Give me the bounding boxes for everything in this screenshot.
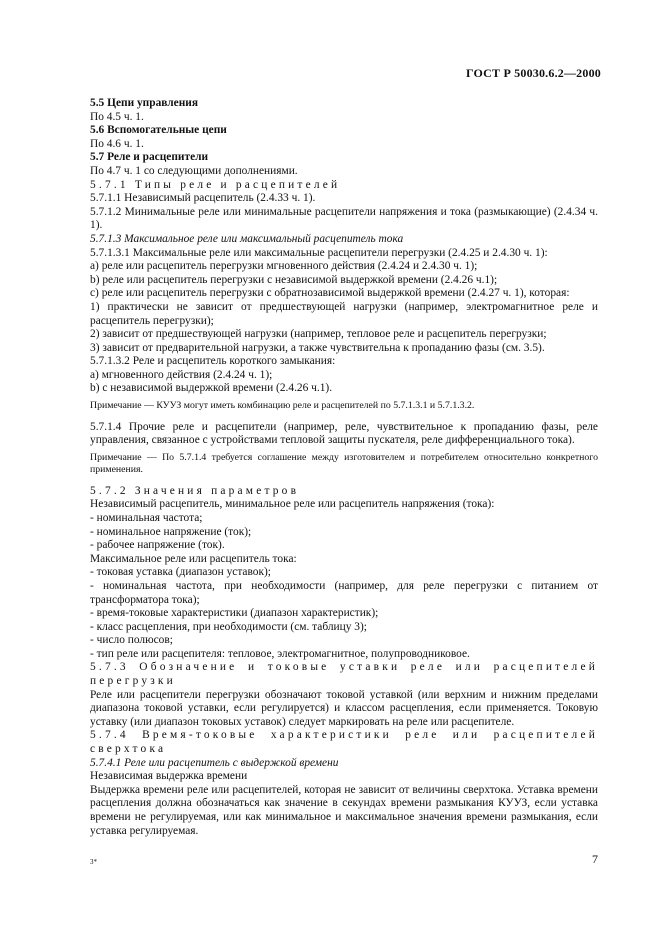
paragraph: По 4.7 ч. 1 со следующими дополнениями. xyxy=(90,164,298,177)
paragraph: 5.7 Реле и расцепители xyxy=(90,151,209,164)
paragraph: - класс расцепления, при необходимости (см. таблицу 3); xyxy=(90,620,367,633)
paragraph: Независимая выдержка времени xyxy=(90,770,248,783)
paragraph: По 4.5 ч. 1. xyxy=(90,110,144,123)
paragraph: 5.6 Вспомогательные цепи xyxy=(90,124,227,137)
paragraph: Реле или расцепители перегрузки обозначают токовой уставкой (или верхним и нижним пределами диапазона токовой уставки, если регулируется) и классом расцепления, если применяется. Токовую уставку (или диапазон токовых уставок) следует маркировать на реле или расцепителе. xyxy=(90,688,598,728)
paragraph: 3) зависит от предварительной нагрузки, а также чувствительна к пропаданию фазы (см. 3.5). xyxy=(90,341,545,354)
paragraph: 5.7.3 Обозначение и токовые уставки реле или расцепителей перегрузки xyxy=(90,661,598,688)
paragraph: Максимальное реле или расцепитель тока: xyxy=(90,552,297,565)
paragraph: - номинальное напряжение (ток); xyxy=(90,525,252,538)
document-body xyxy=(90,97,598,838)
paragraph: b) реле или расцепитель перегрузки с независимой выдержкой времени (2.4.26 ч.1); xyxy=(90,273,498,286)
paragraph: 5.7.1.3 Максимальное реле или максимальный расцепитель тока xyxy=(90,232,404,245)
paragraph: По 4.6 ч. 1. xyxy=(90,137,144,150)
paragraph: 5.7.1.2 Минимальные реле или минимальные расцепители напряжения и тока (размыкающие) (2.4.34 ч. 1). xyxy=(90,205,598,232)
paragraph: 5.7.1.3.2 Реле и расцепитель короткого замыкания: xyxy=(90,355,336,368)
note-paragraph: Примечание — По 5.7.1.4 требуется соглашение между изготовителем и потребителем относительно конкретного применения. xyxy=(90,451,598,476)
paragraph: Выдержка времени реле или расцепителей, которая не зависит от величины сверхтока. Уставка времени расцепления должна обозначаться как значение в секундах времени размыкания КУУЗ, если уставка времени не регулируемая, или как минимальное и максимальное значения времени размыкания, если уставка регулируемая. xyxy=(90,783,598,837)
page-number: 7 xyxy=(592,852,598,866)
paragraph: 5.7.4.1 Реле или расцепитель с выдержкой времени xyxy=(90,756,339,769)
paragraph: - номинальная частота, при необходимости (например, для реле перегрузки с питанием от трансформатора тока); xyxy=(90,579,598,606)
paragraph: 5.7.1.3.1 Максимальные реле или максимальные расцепители перегрузки (2.4.25 и 2.4.30 ч. 1): xyxy=(90,246,548,259)
note-paragraph: Примечание — КУУЗ могут иметь комбинацию реле и расцепителей по 5.7.1.3.1 и 5.7.1.3.2. xyxy=(90,400,475,412)
paragraph: - время-токовые характеристики (диапазон характеристик); xyxy=(90,607,379,620)
paragraph: 5.5 Цепи управления xyxy=(90,97,198,109)
paragraph: - тип реле или расцепителя: тепловое, электромагнитное, полупроводниковое. xyxy=(90,647,470,660)
sheet-mark: 3* xyxy=(90,858,97,866)
document-header: ГОСТ Р 50030.6.2—2000 xyxy=(465,66,601,80)
paragraph: 5.7.2 Значения параметров xyxy=(90,484,300,497)
paragraph: 5.7.1.1 Независимый расцепитель (2.4.33 ч. 1). xyxy=(90,192,316,205)
paragraph: 5.7.4 Время-токовые характеристики реле или расцепителей сверхтока xyxy=(90,729,598,756)
paragraph: а) мгновенного действия (2.4.24 ч. 1); xyxy=(90,368,273,381)
paragraph: 5.7.1.4 Прочие реле и расцепители (например, реле, чувствительное к пропаданию фазы, реле управления, связанное с устройствами тепловой защиты пускателя, реле дифференциального тока). xyxy=(90,420,598,447)
paragraph: 1) практически не зависит от предшествующей нагрузки (например, электромагнитное реле и расцепитель перегрузки); xyxy=(90,300,598,327)
paragraph: - число полюсов; xyxy=(90,634,173,647)
paragraph: - токовая уставка (диапазон уставок); xyxy=(90,566,271,579)
paragraph: 2) зависит от предшествующей нагрузки (например, тепловое реле и расцепитель перегрузки; xyxy=(90,328,547,341)
paragraph: а) реле или расцепитель перегрузки мгновенного действия (2.4.24 и 2.4.30 ч. 1); xyxy=(90,260,478,273)
paragraph: 5.7.1 Типы реле и расцепителей xyxy=(90,178,341,191)
paragraph: - рабочее напряжение (ток). xyxy=(90,539,225,552)
paragraph: с) реле или расцепитель перегрузки с обратнозависимой выдержкой времени (2.4.27 ч. 1), которая: xyxy=(90,287,570,300)
paragraph: b) с независимой выдержкой времени (2.4.26 ч.1). xyxy=(90,382,333,395)
paragraph: - номинальная частота; xyxy=(90,511,203,524)
paragraph: Независимый расцепитель, минимальное реле или расцепитель напряжения (тока): xyxy=(90,498,495,511)
spacer xyxy=(90,413,598,421)
spacer xyxy=(90,477,598,485)
